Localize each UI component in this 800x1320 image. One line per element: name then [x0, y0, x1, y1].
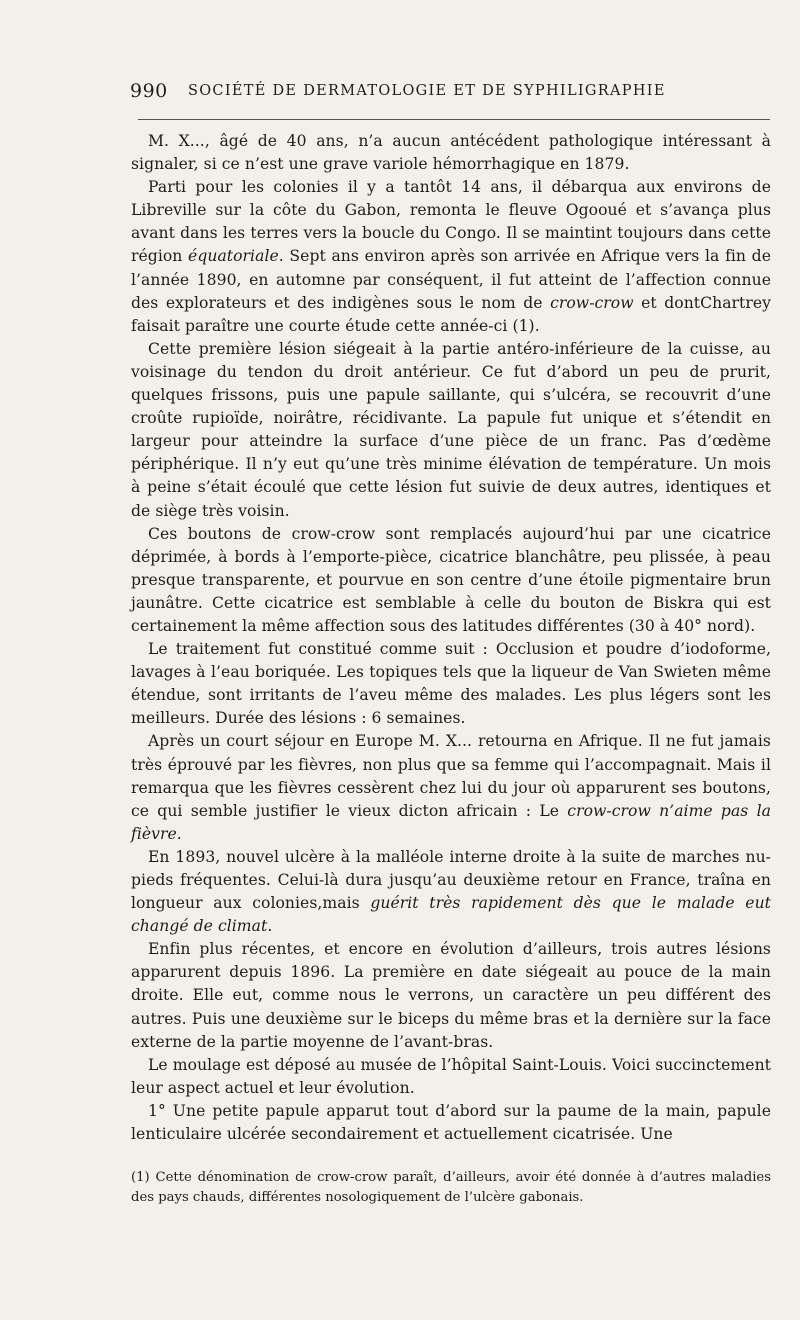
- paragraph-4: Ces boutons de crow-crow sont remplacés aujourd’hui par une cicatrice déprimée, à bords à l’emporte-pièce, cicatrice blanchâtre, peu plissée, à peau presque transparente, et pourvue en son centre d’une étoile pigmentaire brun jaunâtre. Cette cicatrice est semblable à celle du bouton de Biskra qui est certainement la même affection sous des latitudes différentes (30 à 40° nord).: [131, 524, 771, 635]
- paragraph-9: Le moulage est déposé au musée de l’hôpital Saint-Louis. Voici succinctement leur aspect actuel et leur évolution.: [131, 1055, 771, 1097]
- paragraph-8: Enfin plus récentes, et encore en évolution d’ailleurs, trois autres lésions apparurent depuis 1896. La première en date siégeait au pouce de la main droite. Elle eut, comme nous le verrons, un caractère un peu différent des autres. Puis une deuxième sur le biceps du même bras et la dernière sur la face externe de la partie moyenne de l’avant-bras.: [131, 940, 771, 1051]
- paragraph-1: M. X..., âgé de 40 ans, n’a aucun antécédent pathologique intéressant à signaler, si ce n’est une grave variole hémorrhagique en 1879.: [131, 132, 771, 174]
- paragraph-10: 1° Une petite papule apparut tout d’abord sur la paume de la main, papule lenticulaire ulcérée secondairement et actuellement cicatrisée. Une: [131, 1101, 771, 1144]
- running-header: [130, 80, 770, 106]
- italic-gueri: guérit très rapidement dès que le malade eut changé de climat: [131, 894, 771, 936]
- paragraph-5: Le traitement fut constitué comme suit : Occlusion et poudre d’iodoforme, lavages à l’eau boriquée. Les topiques tels que la liqueur de Van Swieten même étendue, sont irritants de l’aveu même des malades. Les plus légers sont les meilleurs. Durée des lésions : 6 semaines.: [131, 640, 771, 728]
- italic-dicton: crow-crow n’aime pas la fièvre: [131, 801, 771, 843]
- running-title: SOCIÉTÉ DE DERMATOLOGIE ET DE SYPHILIGRAPHIE: [188, 83, 666, 99]
- paragraph-7: En 1893, nouvel ulcère à la malléole interne droite à la suite de marches nu-pieds fréquentes. Celui-là dura jusqu’au deuxième retour en France, traîna en longueur aux colonies,mais guérit très rapidement dès que le malade eut changé de climat.: [131, 847, 771, 936]
- header-rule: [138, 119, 770, 120]
- paragraph-2: Parti pour les colonies il y a tantôt 14 ans, il débarqua aux environs de Libreville sur la côte du Gabon, remonta le fleuve Ogooué et s’avança plus avant dans les terres vers la boucle du Congo. Il se maintint toujours dans cette région équatoriale. Sept ans environ après son arrivée en Afrique vers la fin de l’année 1890, en automne par conséquent, il fut atteint de l’affection connue des explorateurs et des indigènes sous le nom de crow-crow et dontChartrey faisait paraître une courte étude cette année-ci (1).: [131, 178, 772, 335]
- footnote-mark: (1): [131, 1170, 150, 1185]
- italic-crow-crow: crow-crow: [550, 293, 634, 312]
- page-number: 990: [130, 80, 168, 102]
- paragraph-3: Cette première lésion siégeait à la partie antéro-inférieure de la cuisse, au voisinage du tendon du droit antérieur. Ce fut d’abord un peu de prurit, quelques frissons, puis une papule saillante, qui s’ulcéra, se recouvrit d’une croûte rupioïde, noirâtre, récidivante. La papule fut unique et s’étendit en largeur pour atteindre la surface d’une pièce de un franc. Pas d’œdème périphérique. Il n’y eut qu’une très minime élévation de température. Un mois à peine s’était écoulé que cette lésion fut suivie de deux autres, identiques et de siège très voisin.: [131, 339, 771, 520]
- footnote-text: (1) Cette dénomination de crow-crow paraît, d’ailleurs, avoir été donnée à d’autres maladies des pays chauds, différentes nosologiquement de l’ulcère gabonais.: [131, 1170, 771, 1205]
- article-body: [131, 130, 771, 1146]
- italic-equatoriale: équatoriale: [188, 247, 279, 266]
- footnote: [131, 1168, 771, 1208]
- paragraph-6: Après un court séjour en Europe M. X... retourna en Afrique. Il ne fut jamais très éprouvé par les fièvres, non plus que sa femme qui l’accompagnait. Mais il remarqua que les fièvres cessèrent chez lui du jour où apparurent ses boutons, ce qui semble justifier le vieux dicton africain : Le crow-crow n’aime pas la fièvre.: [131, 732, 771, 843]
